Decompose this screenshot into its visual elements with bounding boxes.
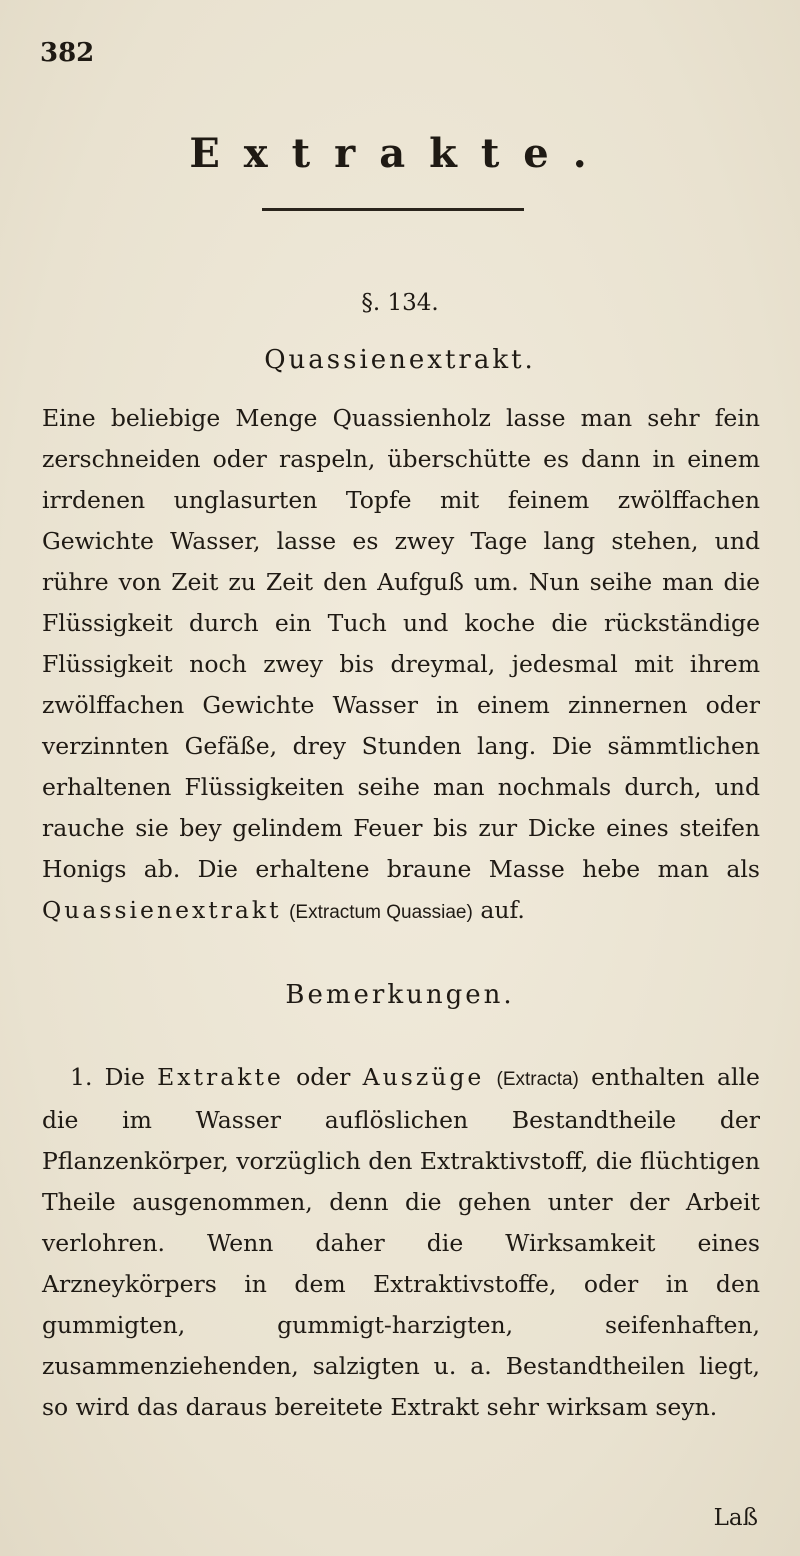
- body-latin-name: (Extractum Quassiae): [289, 902, 473, 923]
- note-term-extrakte: Extrakte: [157, 1063, 284, 1091]
- body-text-end: auf.: [480, 896, 525, 924]
- note-lead: Die: [104, 1063, 145, 1091]
- note-mid: oder: [296, 1063, 351, 1091]
- note-latin-name: (Extracta): [496, 1069, 579, 1090]
- remarks-heading: Bemerkungen.: [285, 980, 515, 1010]
- running-title: Extrakte.: [189, 130, 611, 177]
- section-number: §. 134.: [361, 290, 439, 316]
- body-text-main: Eine beliebige Menge Quassienholz lasse man sehr fein zerschneiden oder raspeln, überschütte es dann in einem irrdenen unglasurten Topfe mit feinem zwölffachen Gewichte Wasser, lasse es zwey Tage lang stehen, und rühre von Zeit zu Zeit den Aufguß um. Nun seihe man die Flüssigkeit durch ein Tuch und koche die rückständige Flüssigkeit noch zwey bis dreymal, jedesmal mit ihrem zwölffachen Gewichte Wasser in einem zinnernen oder verzinnten Gefäße, drey Stunden lang. Die sämmtlichen erhaltenen Flüssigkeiten seihe man nochmals durch, und rauche sie bey gelindem Feuer bis zur Dicke eines steifen Honigs ab. Die erhaltene braune Masse hebe man als: [42, 404, 760, 883]
- remarks-paragraph: [42, 1057, 760, 1428]
- note-number: 1.: [70, 1063, 93, 1091]
- section-title: Quassienextrakt.: [264, 345, 536, 375]
- body-term: Quassienextrakt: [42, 896, 282, 924]
- body-paragraph: [42, 398, 760, 933]
- page-number: 382: [40, 38, 95, 68]
- note-text: enthalten alle die im Wasser auflöslichen Bestandtheile der Pflanzenkörper, vorzüglich den Extraktivstoff, die flüchtigen Theile ausgenommen, denn die gehen unter der Arbeit verlohren. Wenn daher die Wirksamkeit eines Arzneykörpers in dem Extraktivstoffe, oder in den gummigten, gummigt-harzigten, seifenhaften, zusammenziehenden, salzigten u. a. Bestandtheilen liegt, so wird das daraus bereitete Extrakt sehr wirksam seyn.: [42, 1063, 760, 1421]
- catchword: Laß: [713, 1505, 758, 1531]
- note-term-auszuege: Auszüge: [362, 1063, 485, 1091]
- title-rule: [262, 208, 524, 211]
